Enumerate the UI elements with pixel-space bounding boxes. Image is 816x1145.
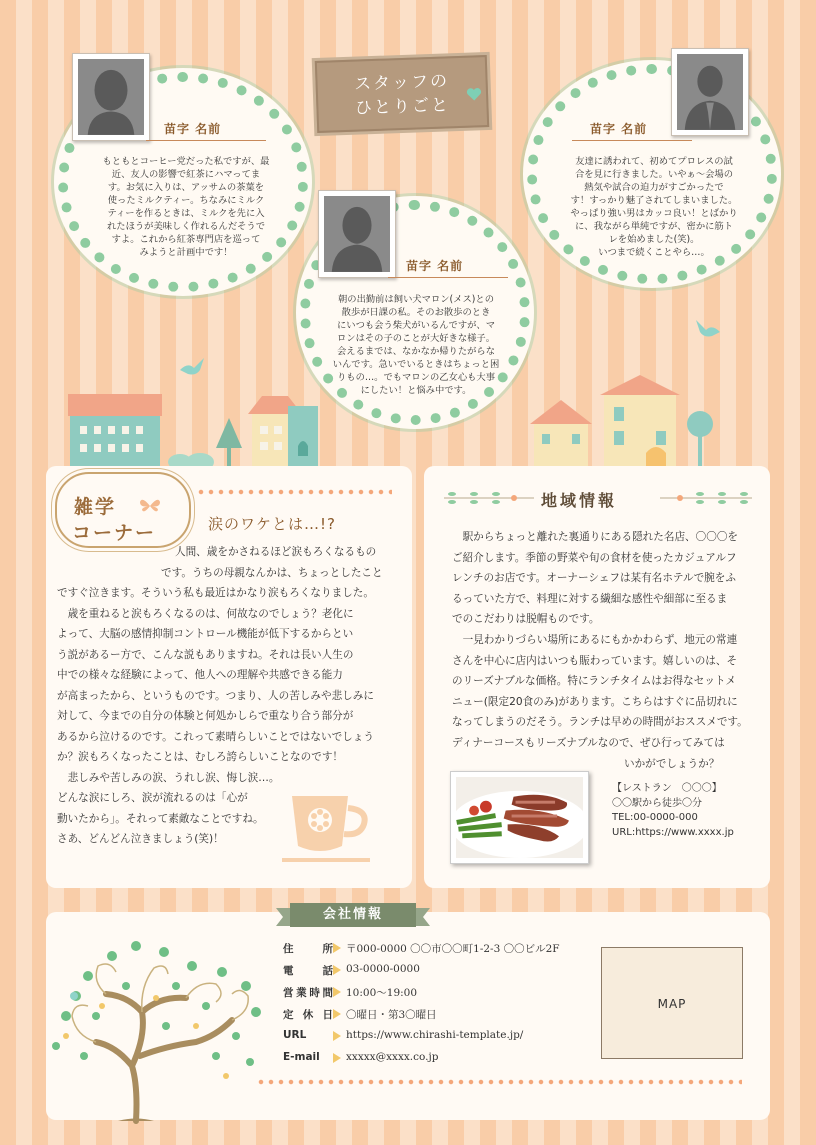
map-placeholder: MAP [601, 947, 743, 1059]
trivia-heading: 涙のワケとは…!? [208, 515, 336, 533]
arrow-icon [333, 1031, 341, 1041]
bird-icon [178, 356, 208, 380]
person-silhouette-icon [324, 196, 390, 272]
staff-text-3: 友達に誘われて、初めてプロレスの試 合を見に行きました。いやぁ～会場の 熱気や試合の迫力がすごかったで す！すっかり魅了されてしまいました。 やっぱり強い男はカッコ良い！とばかり に、我ながら単純ですが、密かに筋ト レを始めました(笑)。 いつまで続くことやら…。 [570, 156, 738, 258]
region-title [541, 488, 617, 511]
house-illustration-right-small [530, 400, 592, 466]
staff-name-1: 苗字 名前 [146, 120, 266, 141]
staff-name-2: 苗字 名前 [388, 257, 508, 278]
email-label: E-mail [283, 1051, 320, 1063]
holiday-label: 定休日 [283, 1009, 333, 1021]
company-banner-label: 会社情報 [290, 903, 416, 927]
arrow-icon [333, 943, 341, 953]
title-line-1: スタッフの [353, 71, 450, 95]
restaurant-info [612, 782, 734, 840]
staff-name-3: 苗字 名前 [572, 120, 692, 141]
teacup-icon [278, 790, 374, 866]
butterfly-icon [138, 496, 162, 516]
trivia-badge-line2: コーナー [72, 522, 157, 544]
house-illustration-mid [248, 396, 318, 466]
arrow-icon [333, 987, 341, 997]
bird-icon [692, 318, 722, 342]
house-illustration-left [68, 394, 162, 466]
arrow-icon [333, 1009, 341, 1019]
staff-text-2: 朝の出勤前は飼い犬マロン(メス)との 散歩が日課の私。そのお散歩のとき にいつも会う柴犬がいるんですが、マ ロンはその子のことが大好きな様子。 会えるまでは、なかなか帰りたがらな いんです。急いでいるときはちょっと困 りもの…。でもマロンの乙女心も大事 にしたい！と悩み中です。 [332, 294, 500, 396]
leaf-ornament-left-icon [444, 488, 534, 508]
round-tree-illustration [686, 410, 714, 466]
phone-value: 03-0000-0000 [346, 963, 420, 975]
arrow-icon [333, 965, 341, 975]
person-silhouette-icon [677, 54, 743, 130]
company-banner [276, 903, 430, 929]
heart-icon [466, 87, 482, 102]
title-line-2: ひとりごと [354, 95, 451, 119]
trivia-badge-line1: 雑学 [74, 496, 117, 518]
phone-label: 電話 [283, 965, 333, 977]
url-value[interactable]: https://www.chirashi-template.jp/ [346, 1029, 524, 1041]
hours-label: 営業時間 [283, 987, 333, 999]
staff-text-1: もともとコーヒー党だった私ですが、最 近、友人の影響で紅茶にハマってま す。お気に入りは、アッサムの茶葉を 使ったミルクティー。ちなみにミルク ティーを作るときは、ミルクを先に入 れたほうが美味しく作れるんだそうで すよ。これから紅茶専門店を巡って みようと計画中です！ [102, 156, 270, 258]
restaurant-access: 〇〇駅から徒歩〇分 [612, 797, 702, 809]
holiday-value: 〇曜日・第3〇曜日 [346, 1009, 437, 1021]
trivia-dots-divider [196, 489, 392, 495]
house-illustration-right-large [600, 375, 680, 466]
hours-value: 10:00～19:00 [346, 987, 418, 999]
address-label: 住所 [283, 943, 333, 955]
tree-illustration-large [36, 916, 266, 1126]
steak-dish-image [456, 777, 583, 858]
leaf-ornament-right-icon [660, 488, 752, 508]
restaurant-name: 【レストラン 〇〇〇】 [612, 783, 722, 794]
tree-illustration [214, 418, 244, 466]
staff-corner-title [315, 55, 489, 133]
address-value: 〒000-0000 〇〇市〇〇町1-2-3 〇〇ビル2F [346, 943, 560, 955]
restaurant-tel: TEL:00-0000-000 [612, 812, 698, 823]
email-value[interactable]: xxxxx@xxxx.co.jp [346, 1051, 439, 1063]
person-silhouette-icon [78, 59, 144, 135]
arrow-icon [333, 1053, 341, 1063]
company-dots-divider [256, 1079, 742, 1085]
region-title-text: 地域情報 [541, 491, 618, 510]
staff-photo-woman [72, 53, 150, 141]
url-label: URL [283, 1029, 307, 1041]
region-body: 駅からちょっと離れた裏通りにある隠れた名店、〇〇〇を ご紹介します。季節の野菜や旬の食材を使ったカジュアルフ レンチのお店です。オーナーシェフは某有名ホテルで腕をふ るっていた方で、料理に対する繊細な感性や細部に至るま でのこだわりは脱帽ものです。 一見わかりづらい場所にあるにもかかわらず、地元の常連 さんを中心に店内はいつも賑わっています。嬉しいのは、そ のリーズナブルな価格。特にランチタイムはお得なセットメ ニュー(限定20食のみ)があります。こちらはすぐに品切れに なってしまうのだそう。ランチは早めの時間がおススメです。 ディナーコースもリーズナブルなので、ぜひ行ってみては いかがでしょうか？ [452, 531, 748, 770]
bush-illustration [168, 452, 218, 466]
trivia-body: 人間、歳をかさねるほど涙もろくなるもの です。うちの母親なんかは、ちょっとしたこと ですぐ泣きます。そういう私も最近はかなり涙もろくなりました。 歳を重ねると涙もろくなるのは、何故なのでしょう？老化に よって、大脳の感情抑制コントロール機能が低下するからとい う説があるー方で、こんな説もありますね。それは長い人生の 中での様々な経験によって、他人への理解や共感できる能力 が高まったから、というものです。つまり、人の苦しみや悲しみに 対して、今までの自分の体験と何処かしらで重なり合う部分が あるから泣けるのです。これって素晴らしいことではないでしょう か？涙もろくなったことは、むしろ誇らしいことなのです！ 悲しみや苦しみの涙、うれし涙、悔し涙…。 どんな涙にしろ、涙が流れるのは「心が 動いたから」。それって素敵なことですね。 さあ、どんどん泣きましょう(笑)！ [57, 546, 383, 845]
staff-photo-woman-2 [318, 190, 396, 278]
restaurant-url[interactable]: URL:https://www.xxxx.jp [612, 826, 734, 838]
restaurant-food-photo [450, 771, 589, 864]
